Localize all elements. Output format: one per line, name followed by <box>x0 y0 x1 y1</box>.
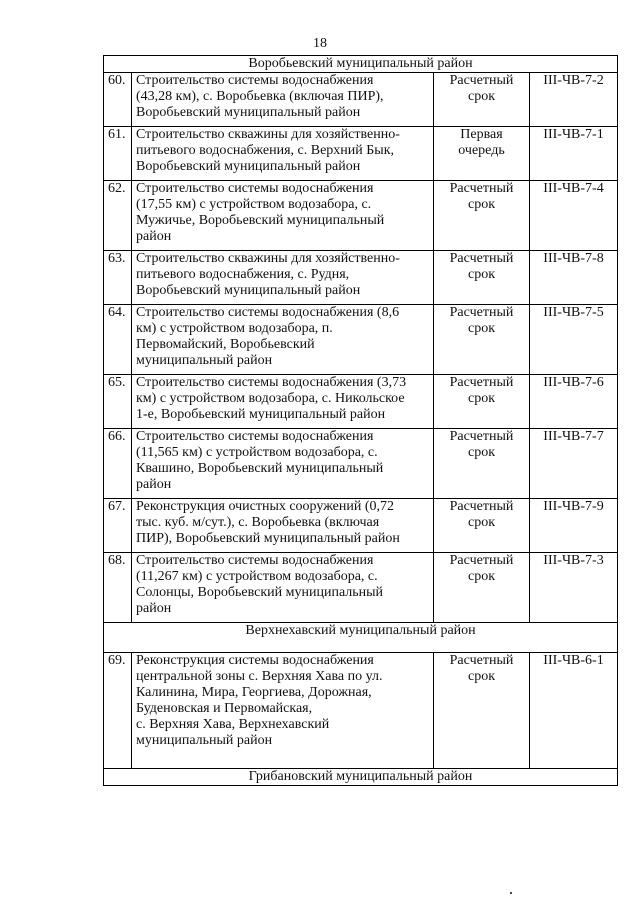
item-description: Строительство скважины для хозяйственно- питьевого водоснабжения, с. Рудня, Воробьевский муниципальный район <box>132 251 434 305</box>
item-number: 63. <box>104 251 132 305</box>
item-description: Строительство системы водоснабжения (17,55 км) с устройством водозабора, с. Мужичье, Воробьевский муниципальный район <box>132 181 434 251</box>
table-row <box>104 375 618 429</box>
section-row <box>104 769 618 786</box>
item-term: Расчетный срок <box>434 73 530 127</box>
item-term: Расчетный срок <box>434 305 530 375</box>
item-code: III-ЧВ-7-3 <box>530 553 618 623</box>
table-row <box>104 305 618 375</box>
table-row <box>104 73 618 127</box>
table-row <box>104 553 618 623</box>
item-term: Расчетный срок <box>434 181 530 251</box>
item-term: Первая очередь <box>434 127 530 181</box>
table-row <box>104 653 618 769</box>
item-code: III-ЧВ-7-5 <box>530 305 618 375</box>
item-description: Строительство системы водоснабжения (11,267 км) с устройством водозабора, с. Солонцы, Воробьевский муниципальный район <box>132 553 434 623</box>
item-code: III-ЧВ-7-6 <box>530 375 618 429</box>
item-code: III-ЧВ-7-8 <box>530 251 618 305</box>
section-title: Верхнехавский муниципальный район <box>104 623 618 653</box>
table-row <box>104 181 618 251</box>
item-term: Расчетный срок <box>434 251 530 305</box>
item-description: Строительство системы водоснабжения (3,73 км) с устройством водозабора, с. Никольское 1-е, Воробьевский муниципальный район <box>132 375 434 429</box>
item-number: 67. <box>104 499 132 553</box>
item-number: 61. <box>104 127 132 181</box>
table-row <box>104 499 618 553</box>
item-number: 69. <box>104 653 132 769</box>
item-number: 64. <box>104 305 132 375</box>
item-code: III-ЧВ-7-7 <box>530 429 618 499</box>
item-description: Реконструкция очистных сооружений (0,72 тыс. куб. м/сут.), с. Воробьевка (включая ПИР), Воробьевский муниципальный район <box>132 499 434 553</box>
section-title: Воробьевский муниципальный район <box>104 56 618 73</box>
item-description: Строительство скважины для хозяйственно- питьевого водоснабжения, с. Верхний Бык, Воробьевский муниципальный район <box>132 127 434 181</box>
item-number: 60. <box>104 73 132 127</box>
item-description: Строительство системы водоснабжения (43,28 км), с. Воробьевка (включая ПИР), Воробьевский муниципальный район <box>132 73 434 127</box>
item-term: Расчетный срок <box>434 653 530 769</box>
item-code: III-ЧВ-7-1 <box>530 127 618 181</box>
item-term: Расчетный срок <box>434 429 530 499</box>
table-row <box>104 127 618 181</box>
item-code: III-ЧВ-7-4 <box>530 181 618 251</box>
table-row <box>104 429 618 499</box>
item-number: 66. <box>104 429 132 499</box>
item-term: Расчетный срок <box>434 499 530 553</box>
item-number: 68. <box>104 553 132 623</box>
section-title: Грибановский муниципальный район <box>104 769 618 786</box>
item-number: 65. <box>104 375 132 429</box>
scan-speck <box>510 892 512 894</box>
item-number: 62. <box>104 181 132 251</box>
item-code: III-ЧВ-7-9 <box>530 499 618 553</box>
item-description: Реконструкция системы водоснабжения центральной зоны с. Верхняя Хава по ул. Калинина, Мира, Георгиева, Дорожная, Буденовская и Первомайская, с. Верхняя Хава, Верхнехавский муниципальный район <box>132 653 434 769</box>
item-code: III-ЧВ-7-2 <box>530 73 618 127</box>
projects-table <box>103 55 618 786</box>
item-description: Строительство системы водоснабжения (8,6 км) с устройством водозабора, п. Первомайский, Воробьевский муниципальный район <box>132 305 434 375</box>
item-description: Строительство системы водоснабжения (11,565 км) с устройством водозабора, с. Квашино, Воробьевский муниципальный район <box>132 429 434 499</box>
item-term: Расчетный срок <box>434 375 530 429</box>
table-row <box>104 251 618 305</box>
item-term: Расчетный срок <box>434 553 530 623</box>
item-code: III-ЧВ-6-1 <box>530 653 618 769</box>
section-row <box>104 623 618 653</box>
page-number: 18 <box>313 36 327 51</box>
section-row <box>104 56 618 73</box>
